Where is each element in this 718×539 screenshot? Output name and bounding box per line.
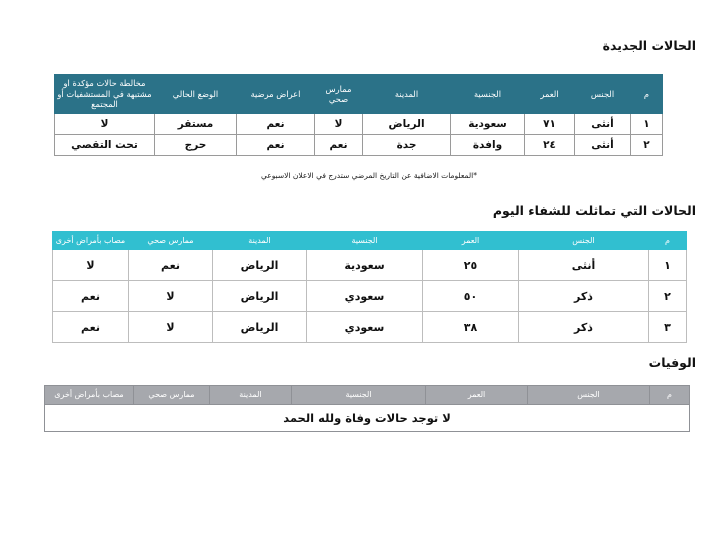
section-heading-new-cases: الحالات الجديدة: [602, 38, 696, 53]
column-header-other-diseases: مصاب بأمراض أخرى: [53, 232, 129, 250]
section-heading-recovered: الحالات التي تماثلت للشفاء اليوم: [492, 203, 696, 218]
column-header-city: المدينة: [363, 75, 451, 114]
column-header-index: م: [649, 232, 687, 250]
cell-symptoms: نعم: [237, 135, 315, 156]
column-header-other-diseases: مصاب بأمراض أخرى: [45, 386, 134, 405]
cell-index: ٢: [631, 135, 663, 156]
recovered-cases-table: [52, 231, 687, 343]
cell-age: ٣٨: [423, 312, 519, 343]
cell-health-practitioner: نعم: [315, 135, 363, 156]
cell-gender: ذكر: [519, 281, 649, 312]
column-header-nationality: الجنسية: [292, 386, 426, 405]
cell-city: جدة: [363, 135, 451, 156]
cell-index: ٢: [649, 281, 687, 312]
cell-other-diseases: نعم: [53, 312, 129, 343]
cell-current-status: مستقر: [155, 114, 237, 135]
new-cases-footnote: *المعلومات الاضافية عن التاريخ المرضي ستدرج في الاعلان الاسبوعي: [261, 171, 477, 180]
cell-nationality: سعودي: [307, 281, 423, 312]
column-header-gender: الجنس: [575, 75, 631, 114]
cell-index: ٣: [649, 312, 687, 343]
table-row: [53, 312, 687, 343]
cell-gender: أنثى: [575, 135, 631, 156]
table-row: [53, 250, 687, 281]
cell-age: ٢٤: [525, 135, 575, 156]
cell-current-status: حرج: [155, 135, 237, 156]
cell-city: الرياض: [213, 250, 307, 281]
column-header-health-practitioner: ممارس صحي: [315, 75, 363, 114]
cell-nationality: سعودي: [307, 312, 423, 343]
cell-other-diseases: نعم: [53, 281, 129, 312]
section-heading-deaths: الوفيات: [648, 355, 696, 370]
cell-nationality: سعودية: [307, 250, 423, 281]
cell-gender: أنثى: [575, 114, 631, 135]
cell-city: الرياض: [213, 281, 307, 312]
cell-nationality: سعودية: [451, 114, 525, 135]
cell-symptoms: نعم: [237, 114, 315, 135]
column-header-gender: الجنس: [519, 232, 649, 250]
cell-health-practitioner: نعم: [129, 250, 213, 281]
column-header-city: المدينة: [210, 386, 292, 405]
cell-index: ١: [631, 114, 663, 135]
cell-health-practitioner: لا: [315, 114, 363, 135]
column-header-index: م: [631, 75, 663, 114]
cell-contact: لا: [55, 114, 155, 135]
cell-other-diseases: لا: [53, 250, 129, 281]
cell-contact: تحت التقصي: [55, 135, 155, 156]
column-header-gender: الجنس: [528, 386, 650, 405]
column-header-city: المدينة: [213, 232, 307, 250]
column-header-symptoms: اعراض مرضية: [237, 75, 315, 114]
cell-age: ٥٠: [423, 281, 519, 312]
table-header-row: [53, 232, 687, 250]
new-cases-table: [54, 74, 663, 156]
cell-gender: أنثى: [519, 250, 649, 281]
cell-age: ٢٥: [423, 250, 519, 281]
column-header-age: العمر: [525, 75, 575, 114]
column-header-nationality: الجنسية: [451, 75, 525, 114]
cell-age: ٧١: [525, 114, 575, 135]
table-row: [55, 135, 663, 156]
deaths-empty-message: لا توجد حالات وفاة ولله الحمد: [45, 405, 690, 432]
table-row: [45, 405, 690, 432]
column-header-current-status: الوضع الحالي: [155, 75, 237, 114]
column-header-nationality: الجنسية: [307, 232, 423, 250]
cell-index: ١: [649, 250, 687, 281]
table-row: [53, 281, 687, 312]
table-row: [55, 114, 663, 135]
cell-city: الرياض: [213, 312, 307, 343]
cell-health-practitioner: لا: [129, 281, 213, 312]
table-header-row: [45, 386, 690, 405]
deaths-table: [44, 385, 690, 432]
column-header-age: العمر: [426, 386, 528, 405]
cell-city: الرياض: [363, 114, 451, 135]
column-header-index: م: [650, 386, 690, 405]
cell-nationality: وافدة: [451, 135, 525, 156]
cell-gender: ذكر: [519, 312, 649, 343]
cell-health-practitioner: لا: [129, 312, 213, 343]
table-header-row: [55, 75, 663, 114]
column-header-health-practitioner: ممارس صحي: [134, 386, 210, 405]
column-header-contact: مخالطة حالات مؤكدة او مشتبهة في المستشفيات أو المجتمع: [55, 75, 155, 114]
column-header-health-practitioner: ممارس صحي: [129, 232, 213, 250]
column-header-age: العمر: [423, 232, 519, 250]
